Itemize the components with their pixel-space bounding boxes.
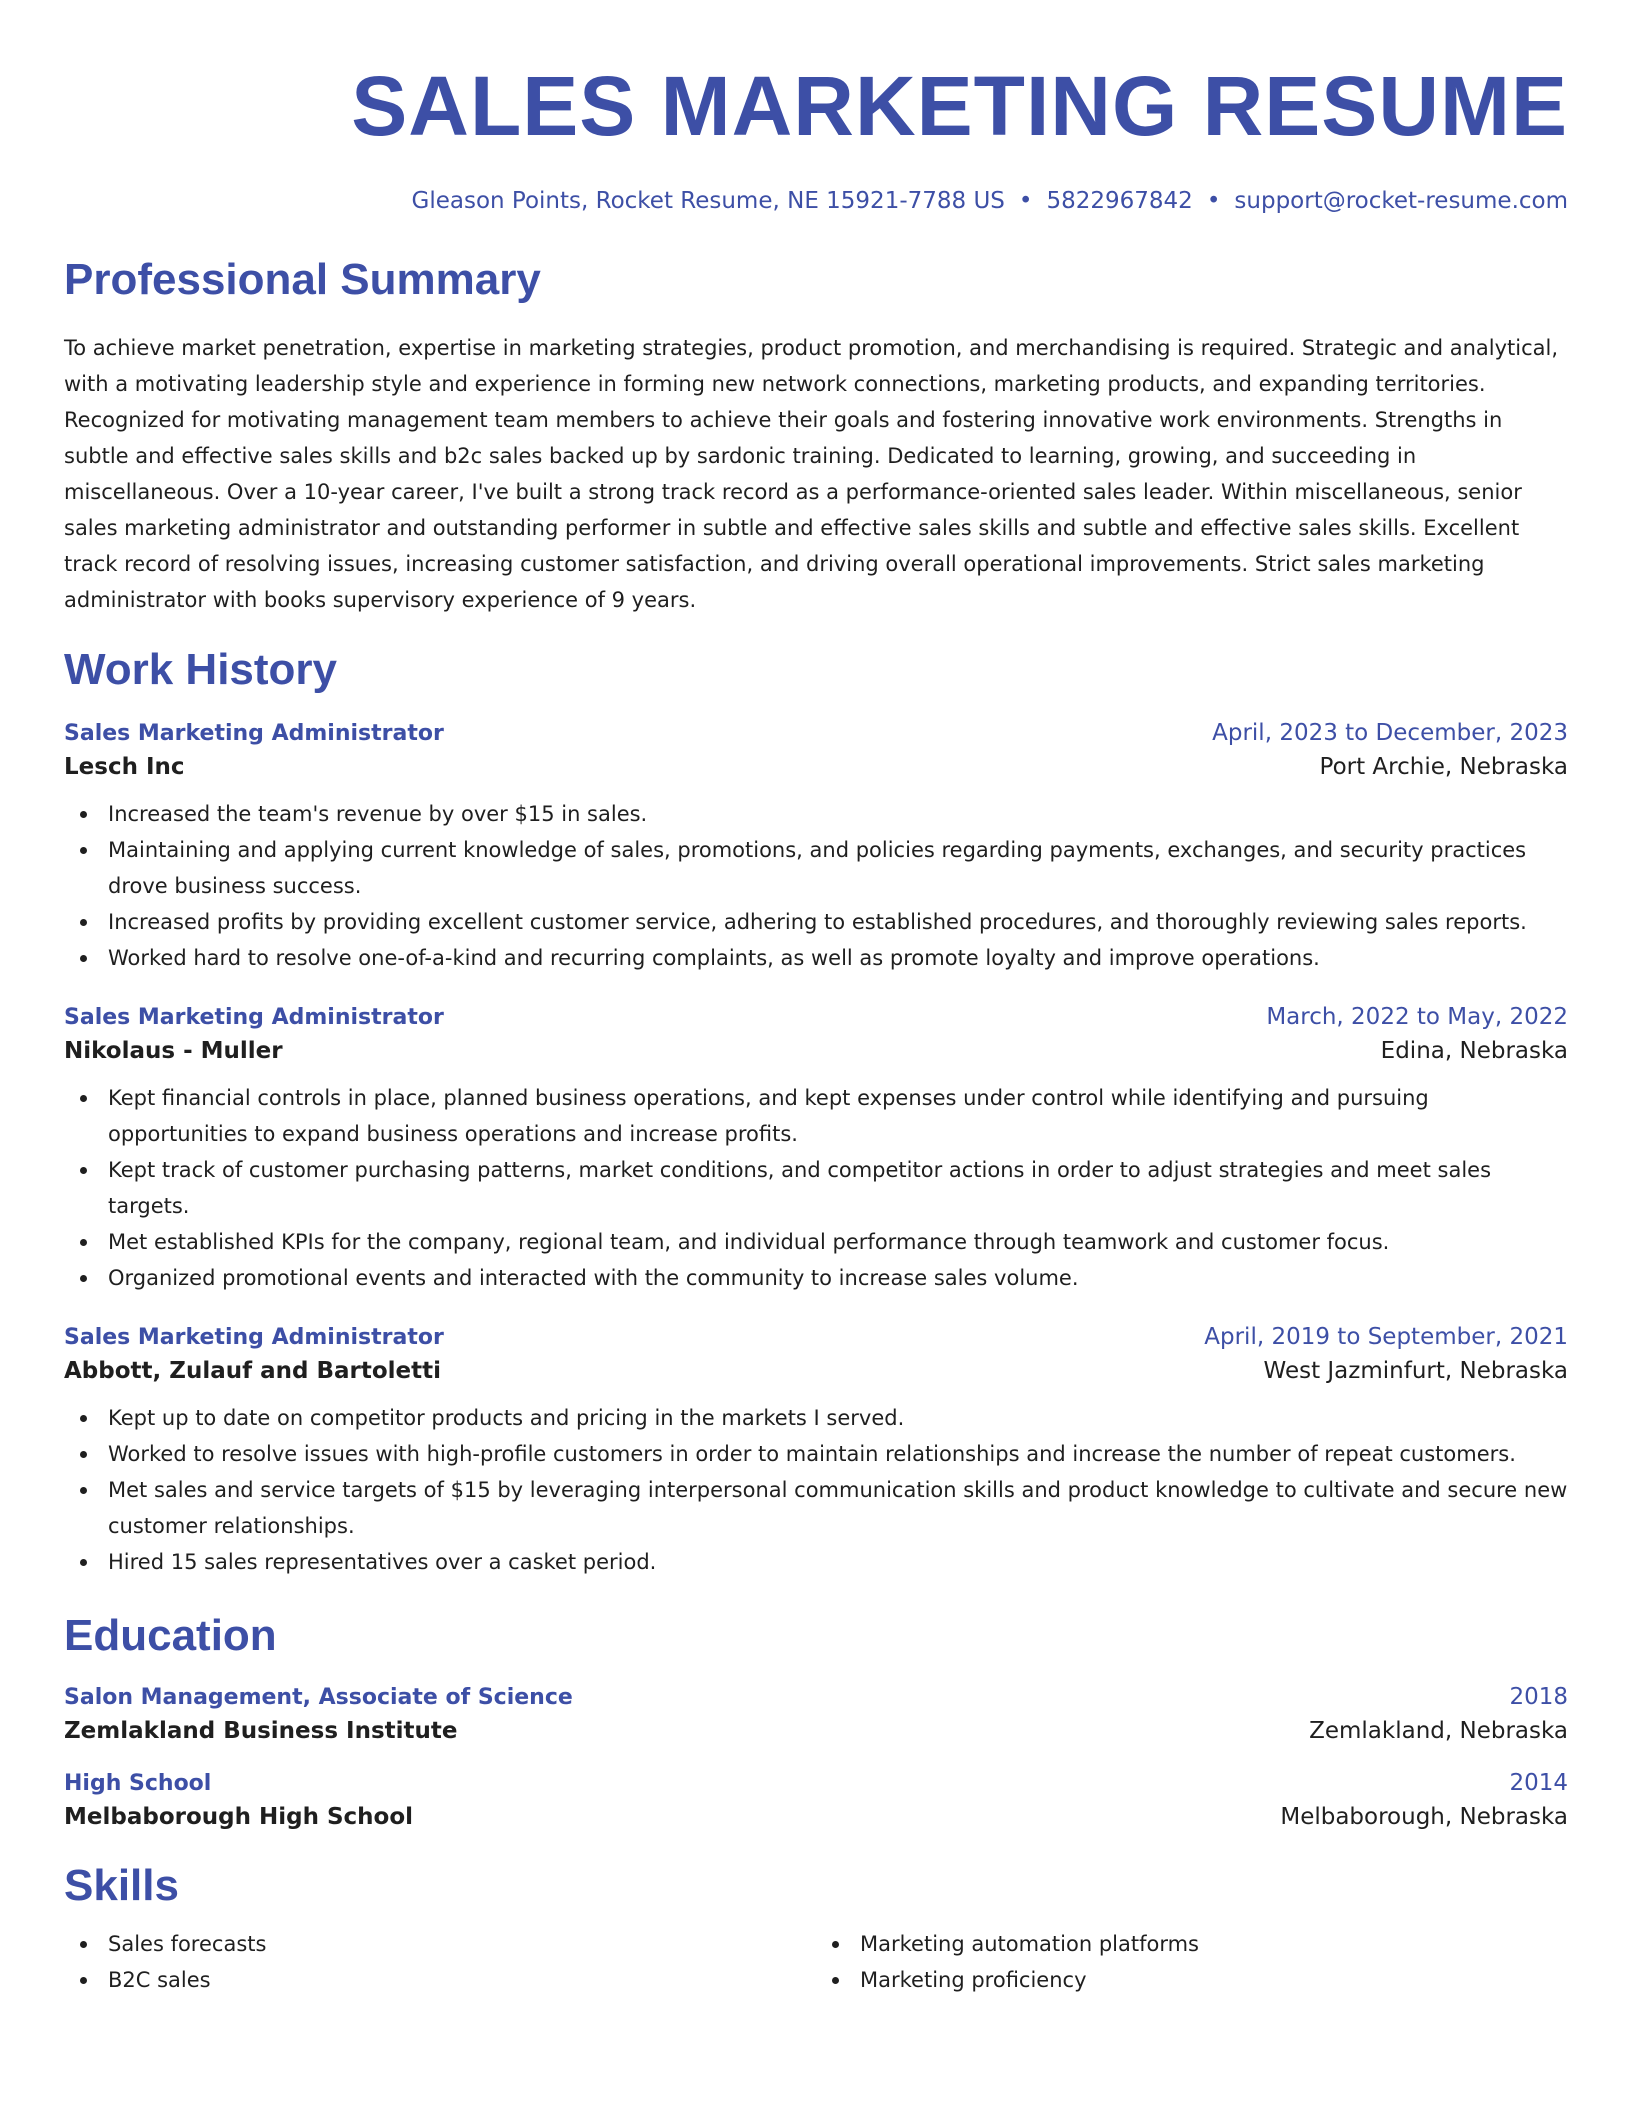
contact-phone: 5822967842 [1046,188,1193,214]
job-bullet: Kept track of customer purchasing patterns, market conditions, and competitor actions in order to adjust strategies and meet sales targets. [64,1152,1568,1224]
education-header [64,1684,1568,1710]
skills-heading: Skills [64,1861,179,1910]
job-role: Sales Marketing Administrator [64,1325,444,1350]
work-history-heading: Work History [64,645,338,694]
job-company-row [64,1358,1568,1384]
education-year: 2014 [1509,1770,1568,1796]
skill-item: Marketing automation platforms [816,1926,1568,1962]
summary-text: To achieve market penetration, expertise in marketing strategies, product promotion, and merchandising is required. Strategic and analytical, with a motivating leadership style and experience in forming new network connections, marketing products, and expanding territories. Recognized for motivating management team members to achieve their goals and fostering innovative work environments. Strengths in subtle and effective sales skills and b2c sales backed up by sardonic training. Dedicated to learning, growing, and succeeding in miscellaneous. Over a 10-year career, I've built a strong track record as a performance-oriented sales leader. Within miscellaneous, senior sales marketing administrator and outstanding performer in subtle and effective sales skills and subtle and effective sales skills. Excellent track record of resolving issues, increasing customer satisfaction, and driving overall operational improvements. Strict sales marketing administrator with books supervisory experience of 9 years. [64,336,1559,612]
resume-title: SALES MARKETING RESUME [351,59,1568,153]
job-bullet: Worked hard to resolve one-of-a-kind and recurring complaints, as well as promote loyalty and improve operations. [64,940,1568,976]
job-header [64,720,1568,746]
job-bullet: Increased profits by providing excellent customer service, adhering to established procedures, and thoroughly reviewing sales reports. [64,904,1568,940]
education-heading: Education [64,1611,277,1660]
contact-address: Gleason Points, Rocket Resume, NE 15921-7788 US [411,188,1005,214]
job-bullets [64,796,1568,976]
skills-grid [64,1926,1568,1998]
education-school-row [64,1804,1568,1830]
education-location: Zemlakland, Nebraska [1309,1718,1568,1744]
summary-heading: Professional Summary [64,255,541,304]
education-location: Melbaborough, Nebraska [1280,1804,1568,1830]
job-role: Sales Marketing Administrator [64,1005,444,1030]
job-company: Abbott, Zulauf and Bartoletti [64,1358,442,1384]
job-bullet: Organized promotional events and interacted with the community to increase sales volume. [64,1260,1568,1296]
job-bullets [64,1080,1568,1296]
job-location: Edina, Nebraska [1380,1038,1568,1064]
education-entry [64,1684,1568,1744]
job-entry [64,720,1568,976]
skills-column-right [816,1926,1568,1998]
job-header [64,1004,1568,1030]
job-bullet: Met established KPIs for the company, regional team, and individual performance through teamwork and customer focus. [64,1224,1568,1260]
education-year: 2018 [1509,1684,1568,1710]
job-header [64,1324,1568,1350]
contact-separator: • [1206,188,1221,214]
education-header [64,1770,1568,1796]
education-school-row [64,1718,1568,1744]
job-company-row [64,754,1568,780]
job-company-row [64,1038,1568,1064]
contact-line [64,188,1568,214]
job-dates: April, 2019 to September, 2021 [1204,1324,1568,1350]
contact-separator: • [1018,188,1033,214]
skill-item: B2C sales [64,1962,816,1998]
education-school: Melbaborough High School [64,1804,414,1830]
contact-email[interactable]: support@rocket-resume.com [1234,188,1568,214]
job-role: Sales Marketing Administrator [64,721,444,746]
job-bullet: Met sales and service targets of $15 by leveraging interpersonal communication skills and product knowledge to cultivate and secure new customer relationships. [64,1472,1568,1544]
job-company: Lesch Inc [64,754,185,780]
job-dates: March, 2022 to May, 2022 [1266,1004,1568,1030]
job-entry [64,1004,1568,1296]
education-school: Zemlakland Business Institute [64,1718,458,1744]
job-bullet: Hired 15 sales representatives over a casket period. [64,1544,1568,1580]
job-bullet: Worked to resolve issues with high-profile customers in order to maintain relationships and increase the number of repeat customers. [64,1436,1568,1472]
job-entry [64,1324,1568,1580]
skill-item: Marketing proficiency [816,1962,1568,1998]
job-company: Nikolaus - Muller [64,1038,283,1064]
job-bullet: Kept financial controls in place, planned business operations, and kept expenses under control while identifying and pursuing opportunities to expand business operations and increase profits. [64,1080,1568,1152]
skills-column-left [64,1926,816,1998]
job-bullets [64,1400,1568,1580]
education-entry [64,1770,1568,1830]
job-bullet: Increased the team's revenue by over $15 in sales. [64,796,1568,832]
education-degree: Salon Management, Associate of Science [64,1685,573,1710]
job-bullet: Maintaining and applying current knowledge of sales, promotions, and policies regarding payments, exchanges, and security practices drove business success. [64,832,1568,904]
job-dates: April, 2023 to December, 2023 [1212,720,1568,746]
job-location: West Jazminfurt, Nebraska [1263,1358,1568,1384]
education-degree: High School [64,1771,212,1796]
skill-item: Sales forecasts [64,1926,816,1962]
job-bullet: Kept up to date on competitor products and pricing in the markets I served. [64,1400,1568,1436]
job-location: Port Archie, Nebraska [1319,754,1568,780]
